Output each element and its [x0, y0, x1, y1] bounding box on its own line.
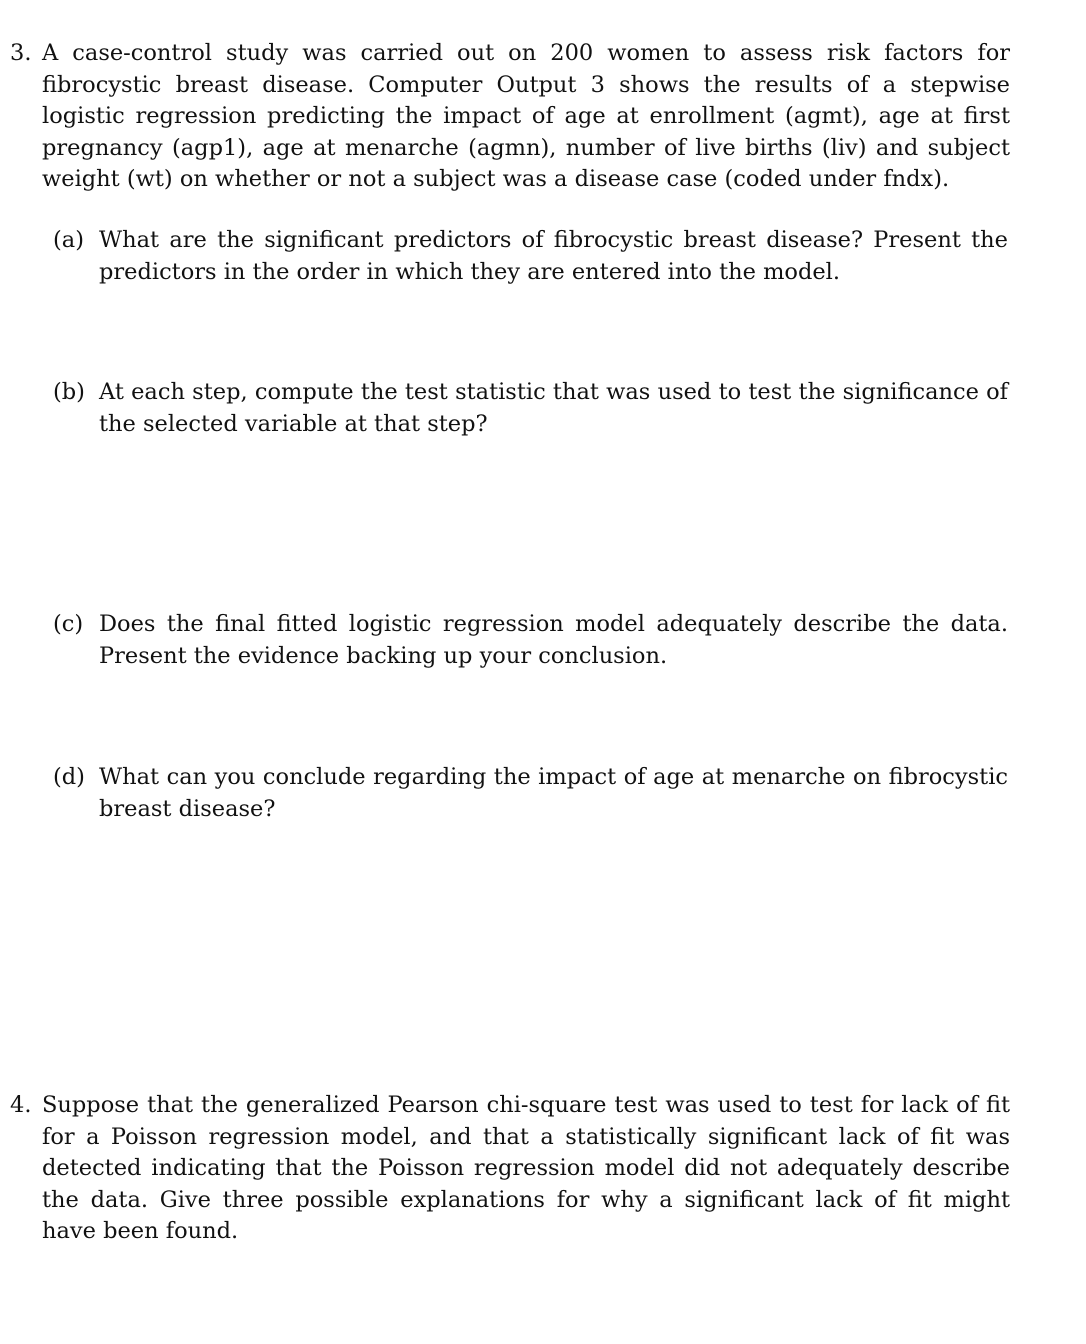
part-label: (d): [53, 764, 85, 790]
part-text: Does the final fitted logistic regression model adequately describe the data. Present the evidence backing up your conclusion.: [99, 611, 1008, 669]
question-text: Suppose that the generalized Pearson chi-square test was used to test for lack of fit for a Poisson regression model, and that a statistically significant lack of fit was detected indicating that the Poisson regression model did not adequately describe the data. Give three possible explanations for why a significant lack of fit might have been found.: [42, 1092, 1010, 1244]
part-text: What are the significant predictors of fibrocystic breast disease? Present the predictors in the order in which they are entered into the model.: [99, 227, 1008, 285]
part-text: What can you conclude regarding the impact of age at menarche on fibrocystic breast disease?: [99, 764, 1008, 822]
question-4: [10, 1090, 1010, 1248]
question-3-part-c: [53, 609, 1008, 672]
question-number: 4.: [10, 1092, 32, 1118]
part-label: (a): [53, 227, 84, 253]
part-text: At each step, compute the test statistic that was used to test the significance of the selected variable at that step?: [99, 379, 1008, 437]
question-3-part-b: [53, 377, 1008, 440]
part-label: (b): [53, 379, 85, 405]
question-text: A case-control study was carried out on 200 women to assess risk factors for fibrocystic breast disease. Computer Output 3 shows the results of a stepwise logistic regression predicting the impact of age at enrollment (agmt), age at first pregnancy (agp1), age at menarche (agmn), number of live births (liv) and subject weight (wt) on whether or not a subject was a disease case (coded under fndx).: [42, 40, 1010, 192]
part-label: (c): [53, 611, 84, 637]
question-3-part-d: [53, 762, 1008, 825]
question-3-part-a: [53, 225, 1008, 288]
question-3: [10, 38, 1010, 196]
question-number: 3.: [10, 40, 32, 66]
